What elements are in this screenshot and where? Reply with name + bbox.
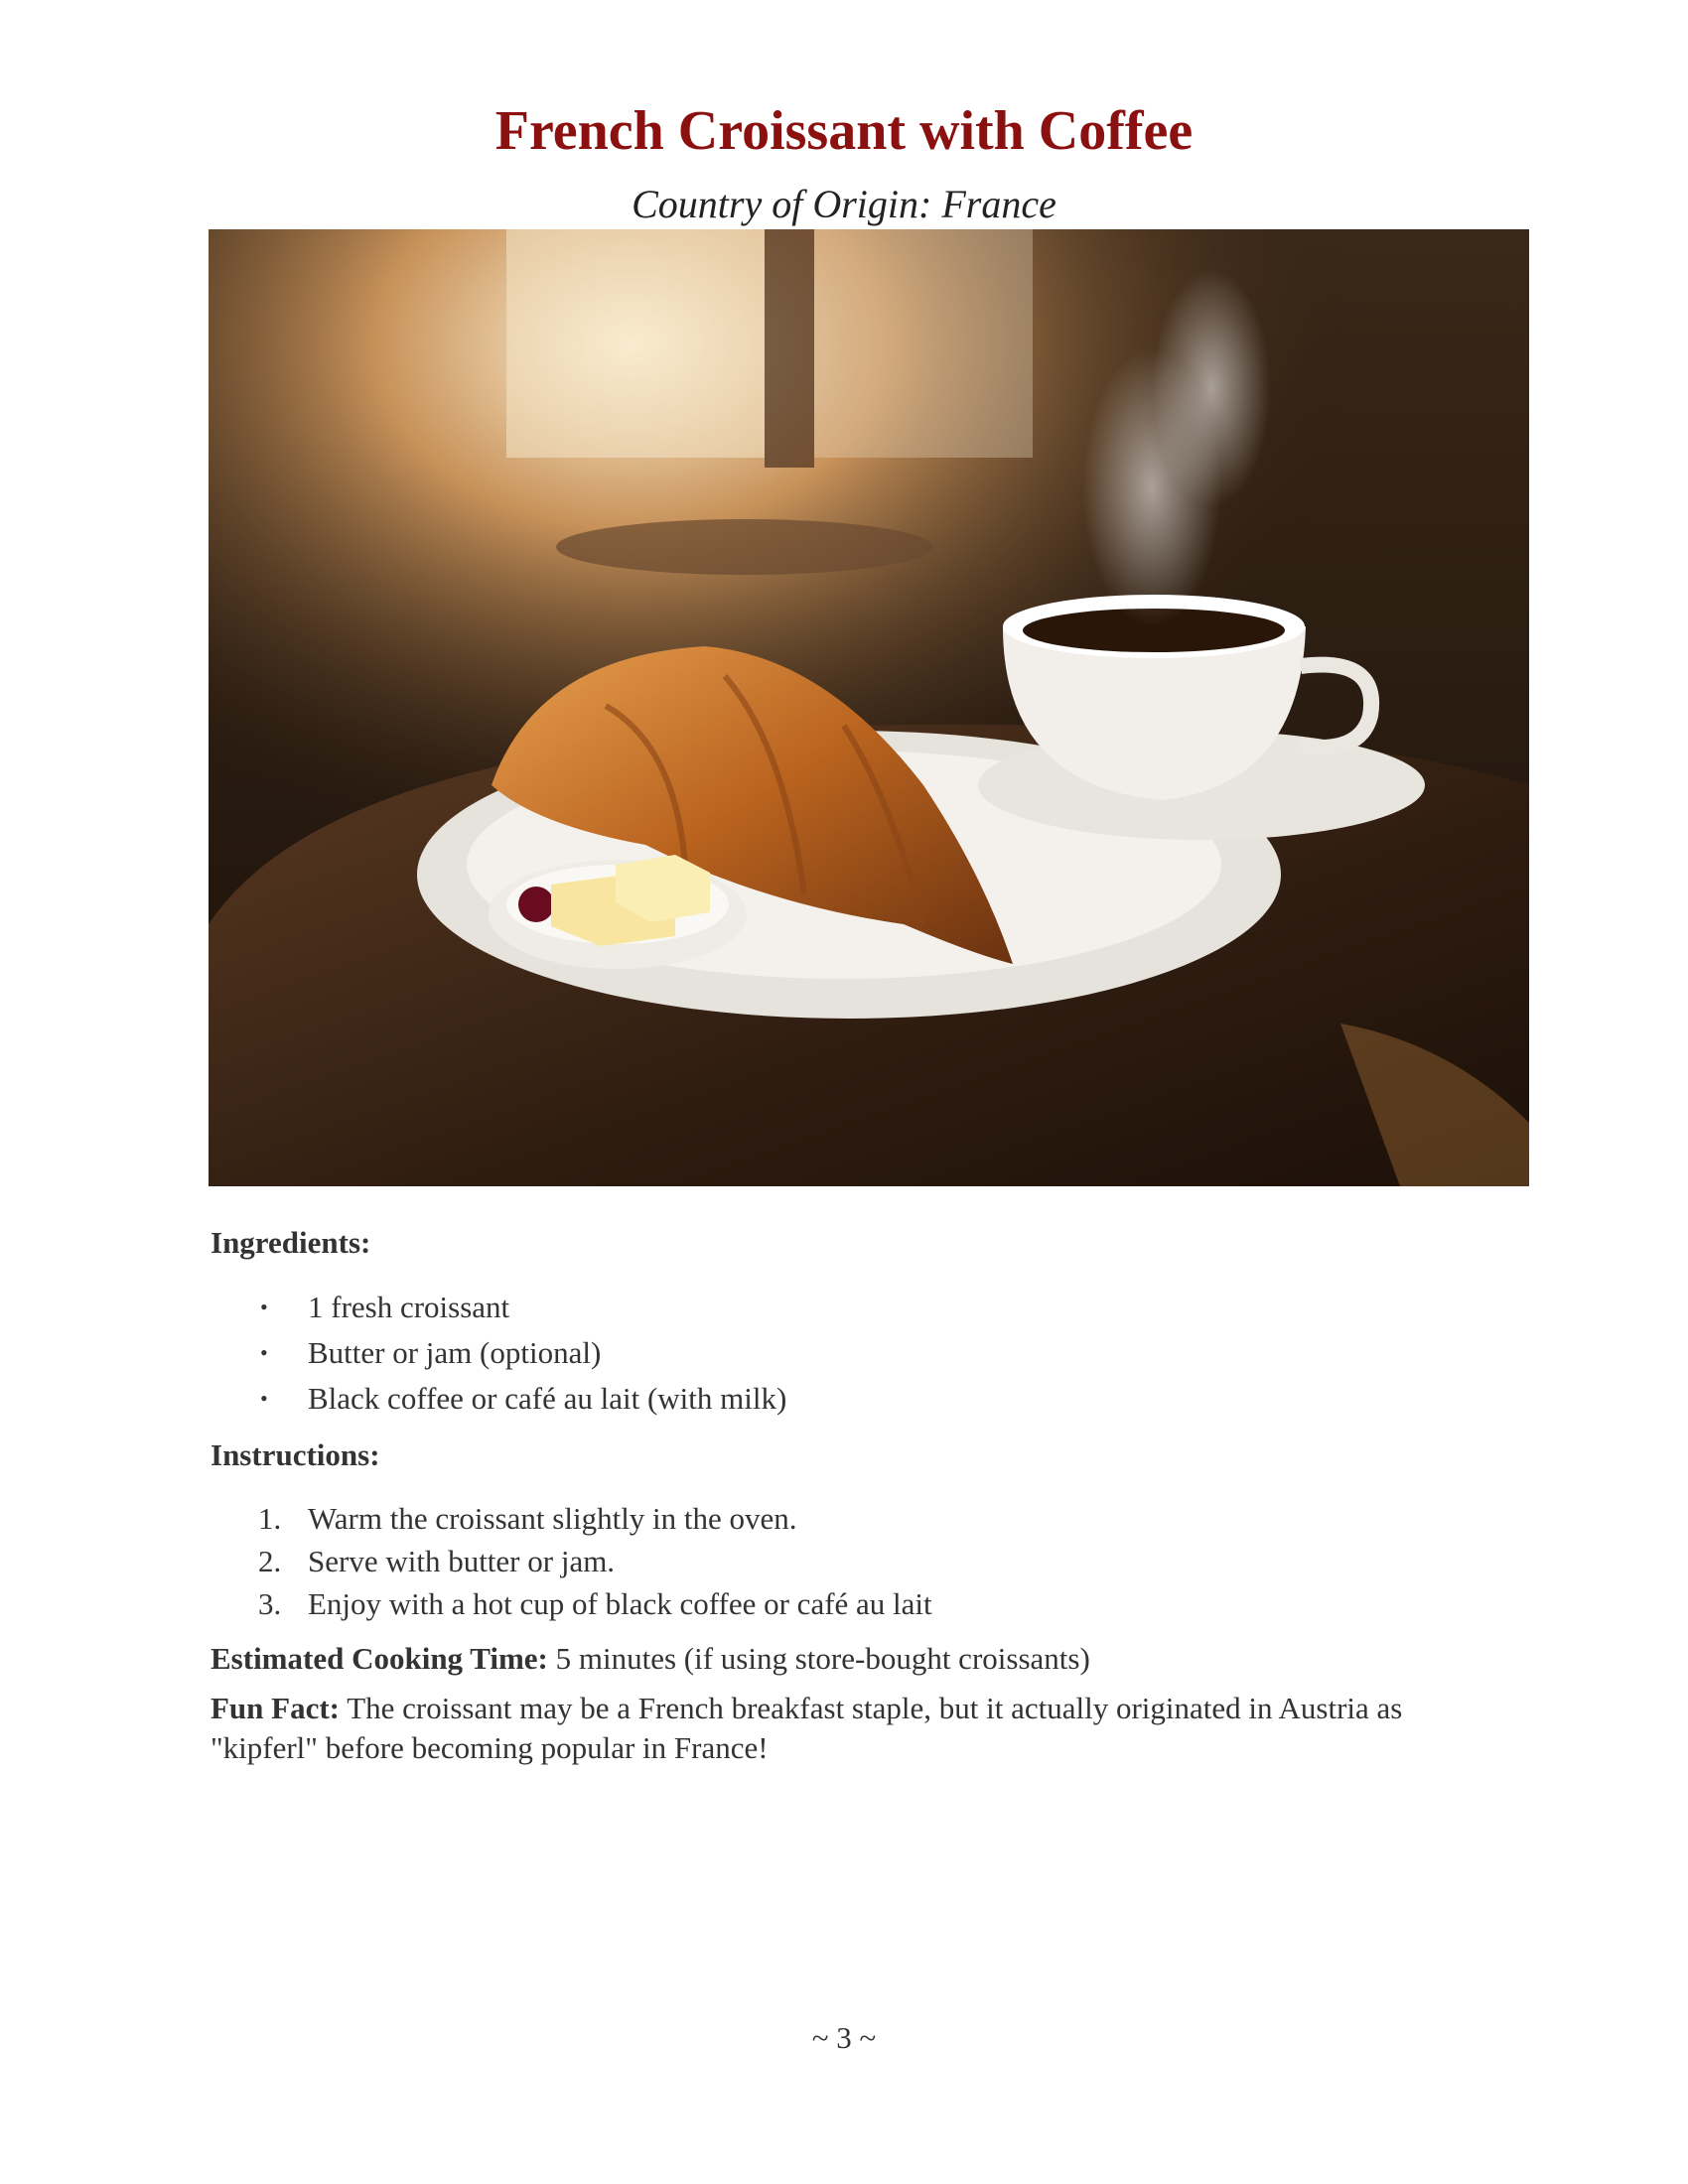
list-item <box>211 1285 1501 1330</box>
fun-fact-label: Fun Fact: <box>211 1691 341 1725</box>
list-item <box>211 1376 1501 1422</box>
country-of-origin: Country of Origin: France <box>632 182 1056 226</box>
instructions-list <box>211 1497 1501 1625</box>
fun-fact <box>211 1689 1501 1768</box>
cooking-time <box>211 1639 1501 1679</box>
bullet-icon: • <box>260 1340 268 1365</box>
instructions-heading: Instructions: <box>211 1437 380 1472</box>
step-text: Warm the croissant slightly in the oven. <box>308 1501 797 1536</box>
step-number: 3. <box>258 1586 282 1621</box>
bullet-icon: • <box>260 1295 268 1319</box>
ingredient-text: Butter or jam (optional) <box>308 1335 602 1370</box>
fun-fact-value: The croissant may be a French breakfast staple, but it actually originated in Austria as "kipferl" before becoming popular in France! <box>211 1691 1403 1765</box>
step-text: Enjoy with a hot cup of black coffee or café au lait <box>308 1586 932 1621</box>
ingredients-heading: Ingredients: <box>211 1225 371 1260</box>
list-item <box>211 1330 1501 1376</box>
ingredient-text: 1 fresh croissant <box>308 1290 510 1324</box>
list-item <box>211 1540 1501 1582</box>
step-text: Serve with butter or jam. <box>308 1544 616 1578</box>
cooking-time-label: Estimated Cooking Time: <box>211 1641 548 1676</box>
step-number: 2. <box>258 1544 282 1578</box>
page-number: ~ 3 ~ <box>811 2020 877 2055</box>
cooking-time-value: 5 minutes (if using store-bought croissants) <box>555 1641 1090 1676</box>
ingredients-list <box>211 1285 1501 1422</box>
page-title: French Croissant with Coffee <box>494 100 1194 162</box>
bullet-icon: • <box>260 1386 268 1411</box>
ingredient-text: Black coffee or café au lait (with milk) <box>308 1381 787 1416</box>
recipe-content <box>211 1223 1501 1768</box>
list-item <box>211 1582 1501 1625</box>
step-number: 1. <box>258 1501 282 1536</box>
list-item <box>211 1497 1501 1540</box>
croissant-coffee-photo <box>209 229 1529 1186</box>
